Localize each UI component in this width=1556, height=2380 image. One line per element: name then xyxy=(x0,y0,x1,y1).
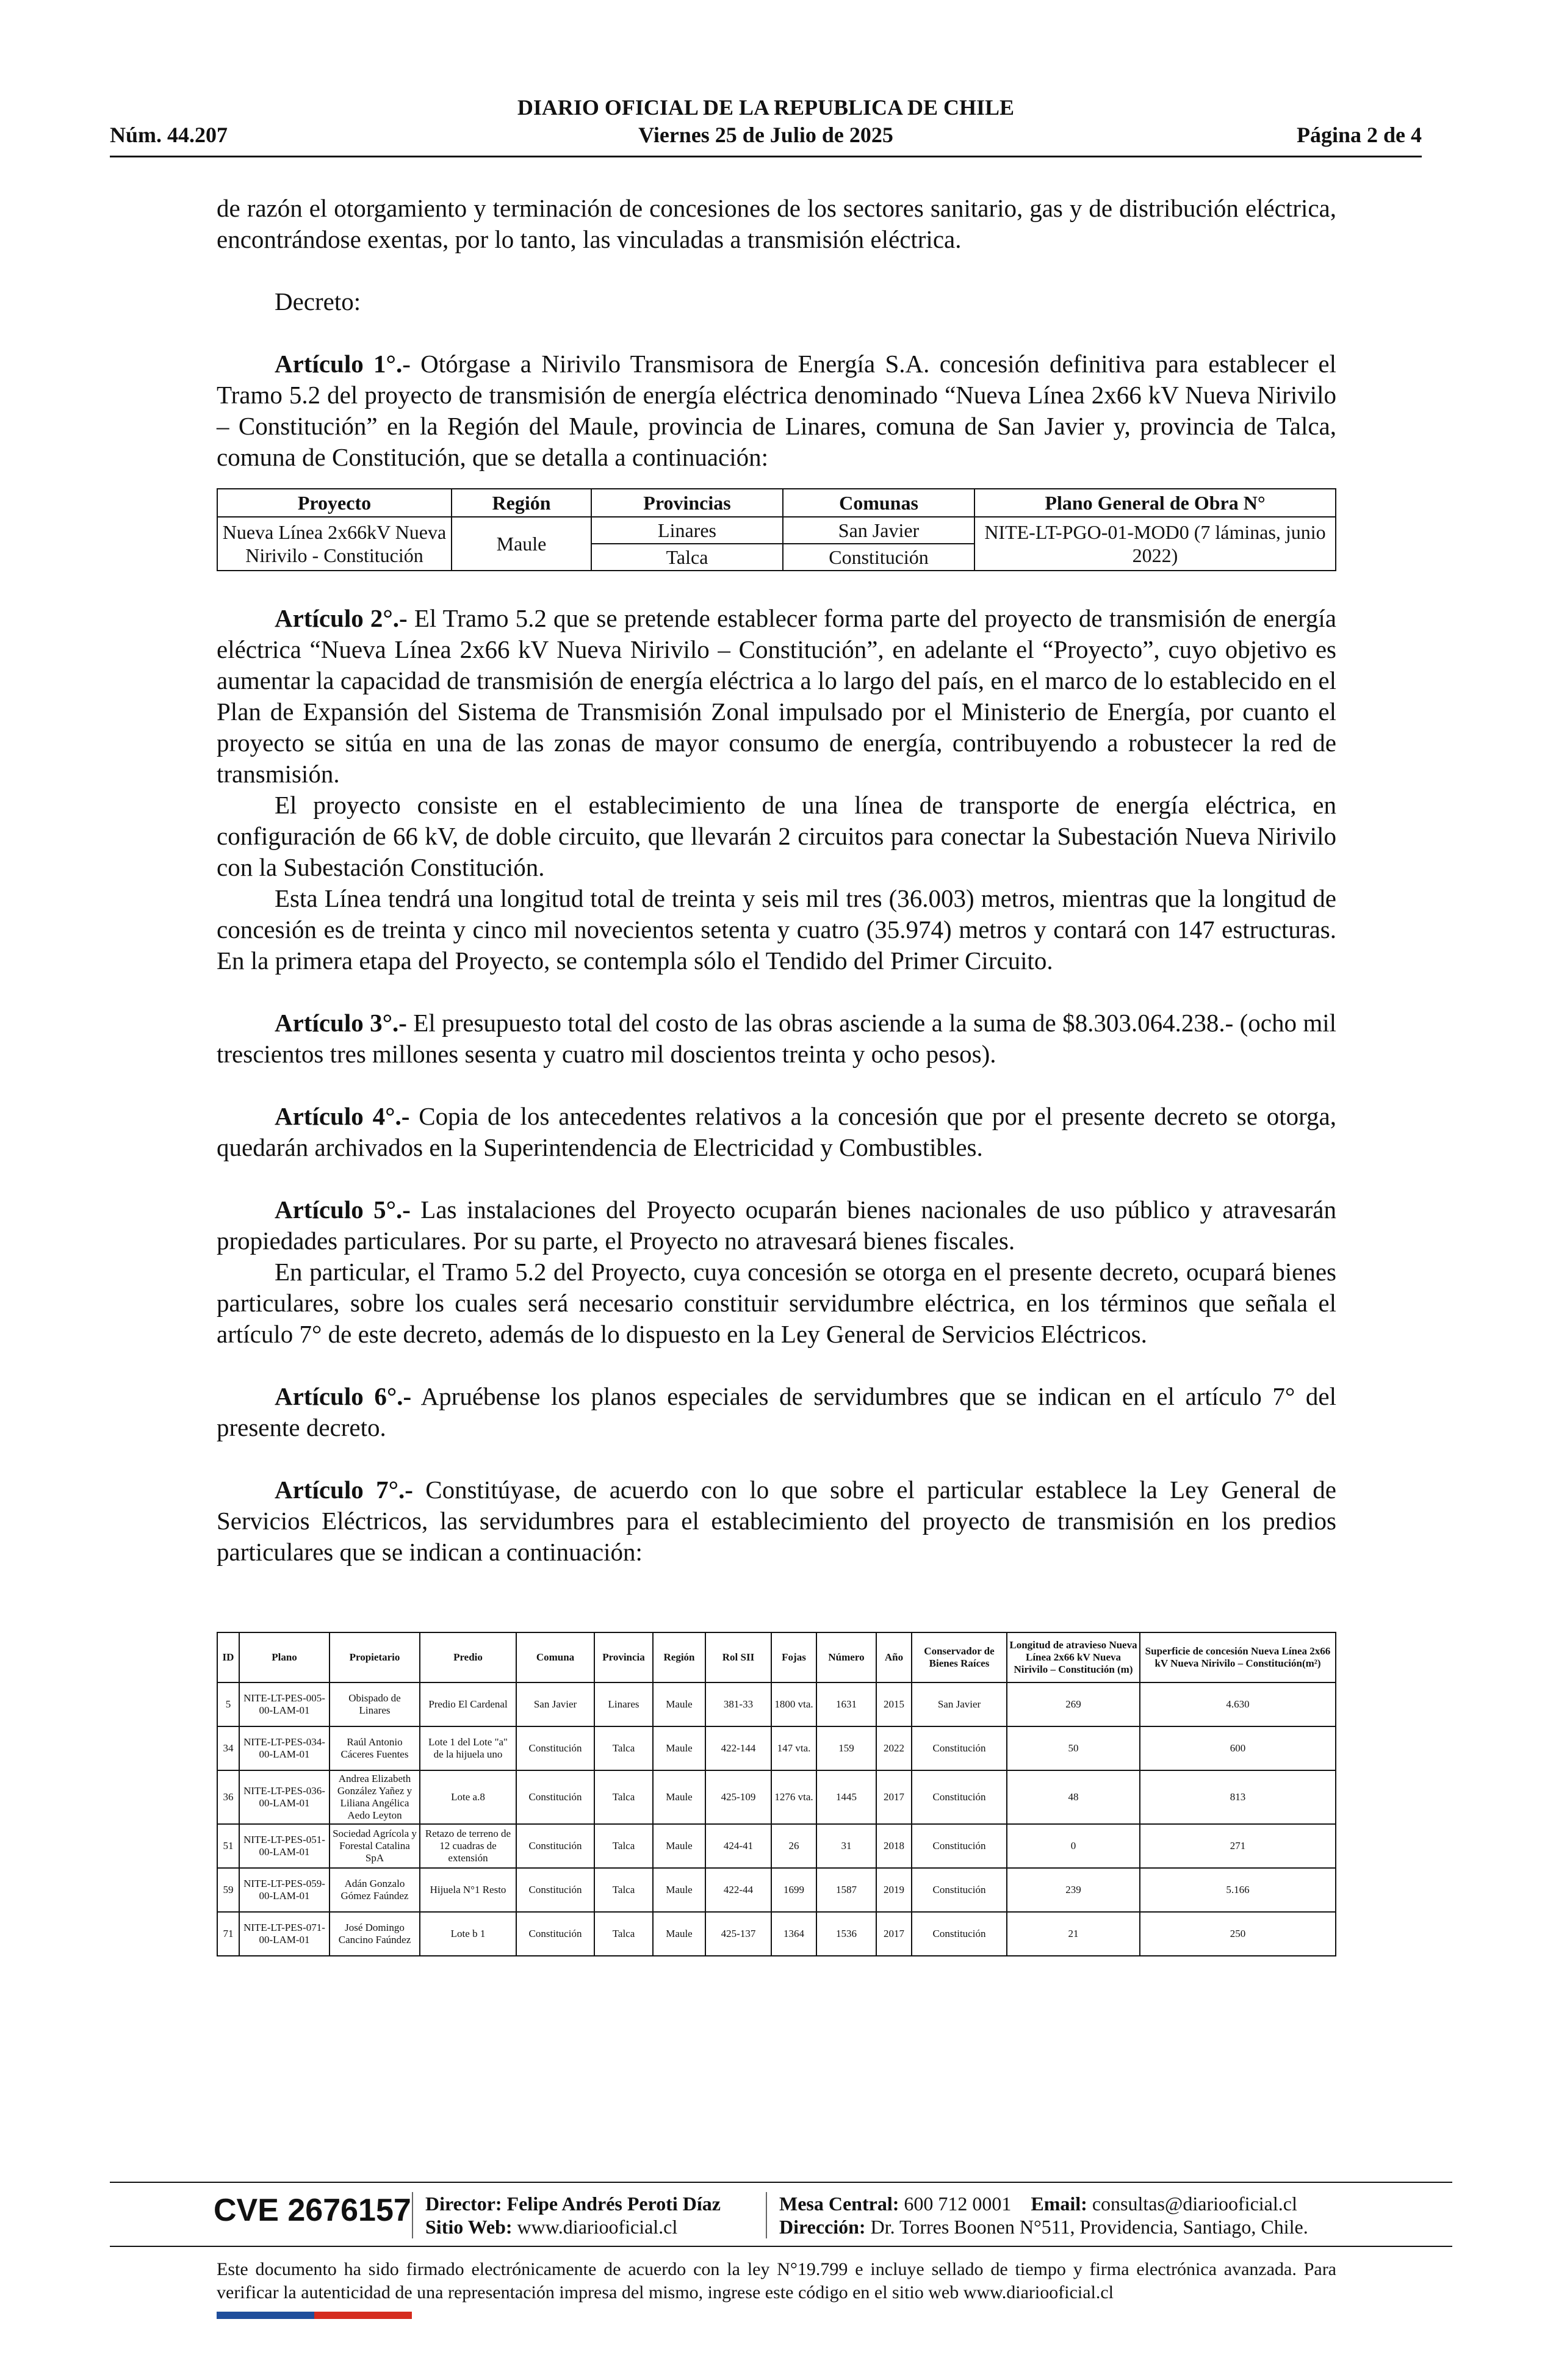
cell-id: 5 xyxy=(217,1682,239,1726)
col-rol-sii: Rol SII xyxy=(705,1632,771,1682)
article-3 xyxy=(217,1008,1336,1070)
cell-numero: 31 xyxy=(816,1824,876,1868)
cell-rol-sii: 422-44 xyxy=(705,1868,771,1912)
cell-rol-sii: 422-144 xyxy=(705,1726,771,1770)
cell-fojas: 1699 xyxy=(771,1868,816,1912)
cve-code: CVE 2676157 xyxy=(214,2193,411,2228)
cell-comuna-2: Constitución xyxy=(783,544,974,571)
cell-superficie: 271 xyxy=(1140,1824,1336,1868)
cell-fojas: 26 xyxy=(771,1824,816,1868)
col-provincia: Provincia xyxy=(594,1632,653,1682)
cell-longitud: 0 xyxy=(1007,1824,1140,1868)
cell-region: Maule xyxy=(653,1770,705,1824)
article-2-text: El Tramo 5.2 que se pretende establecer forma parte del proyecto de transmisión de energía eléctrica “Nueva Línea 2x66 kV Nueva Nirivilo – Constitución”, en adelante el “Proyecto”, cuyo objetivo es aumentar la capacidad de transmisión de energía eléctrica a lo largo del país, en el marco de lo establecido en el Plan de Expansión del Sistema de Transmisión Zonal impulsado por el Ministerio de Energía, por cuanto el proyecto se sitúa en una de las zonas de mayor consumo de energía, contribuyendo a robustecer la red de transmisión. xyxy=(217,604,1336,788)
cell-conservador: San Javier xyxy=(912,1682,1007,1726)
project-table-header xyxy=(217,489,1336,517)
footer-mesa-email: Mesa Central: 600 712 0001 Email: consultas@diariooficial.cl xyxy=(779,2193,1297,2215)
cell-id: 34 xyxy=(217,1726,239,1770)
cell-plano: NITE-LT-PES-059-00-LAM-01 xyxy=(239,1868,330,1912)
footer-divider-bottom xyxy=(110,2246,1452,2247)
cell-superficie: 250 xyxy=(1140,1912,1336,1956)
cell-predio: Hijuela N°1 Resto xyxy=(420,1868,516,1912)
article-4 xyxy=(217,1101,1336,1163)
header-divider xyxy=(110,156,1422,157)
footer-director-block xyxy=(425,2192,721,2238)
col-plano: Plano General de Obra N° xyxy=(974,489,1336,517)
col-region: Región xyxy=(653,1632,705,1682)
servidumbres-header-row xyxy=(217,1632,1336,1682)
article-4-text: Copia de los antecedentes relativos a la concesión que por el presente decreto se otorga, quedarán archivados en la Superintendencia de Electricidad y Combustibles. xyxy=(217,1102,1336,1161)
cell-anio: 2022 xyxy=(876,1726,912,1770)
col-plano: Plano xyxy=(239,1632,330,1682)
article-7-text: Constitúyase, de acuerdo con lo que sobre el particular establece la Ley General de Servicios Eléctricos, las servidumbres para el establecimiento del proyecto de transmisión en los predios particulares que se indican a continuación: xyxy=(217,1476,1336,1566)
address-text: Dr. Torres Boonen N°511, Providencia, Santiago, Chile. xyxy=(870,2216,1308,2238)
article-3-label: Artículo 3°.- xyxy=(275,1009,407,1037)
cell-predio: Lote a.8 xyxy=(420,1770,516,1824)
cell-longitud: 48 xyxy=(1007,1770,1140,1824)
cell-rol-sii: 381-33 xyxy=(705,1682,771,1726)
project-row xyxy=(217,517,1336,544)
cell-fojas: 147 vta. xyxy=(771,1726,816,1770)
col-fojas: Fojas xyxy=(771,1632,816,1682)
journal-title: DIARIO OFICIAL DE LA REPUBLICA DE CHILE xyxy=(517,95,1015,120)
website-link[interactable]: www.diariooficial.cl xyxy=(517,2216,678,2238)
cell-numero: 1631 xyxy=(816,1682,876,1726)
col-propietario: Propietario xyxy=(330,1632,420,1682)
cell-comuna: San Javier xyxy=(516,1682,594,1726)
article-5-paragraph-2: En particular, el Tramo 5.2 del Proyecto, cuya concesión se otorga en el presente decreto, ocupará bienes particulares, sobre los cuales será necesario constituir servidumbre eléctrica, en los términos que señala el artículo 7° de este decreto, además de lo dispuesto en la Ley General de Servicios Eléctricos. xyxy=(217,1258,1336,1348)
cell-predio: Lote b 1 xyxy=(420,1912,516,1956)
cell-region: Maule xyxy=(653,1726,705,1770)
article-2-paragraph-2: El proyecto consiste en el establecimiento de una línea de transporte de energía eléctrica, en configuración de 66 kV, de doble circuito, que llevarán 2 circuitos para conectar la Subestación Nueva Nirivilo con la Subestación Constitución. xyxy=(217,791,1336,881)
cell-plano: NITE-LT-PES-005-00-LAM-01 xyxy=(239,1682,330,1726)
col-anio: Año xyxy=(876,1632,912,1682)
cell-rol-sii: 425-137 xyxy=(705,1912,771,1956)
flag-stripe-blue xyxy=(217,2312,314,2319)
article-5 xyxy=(217,1194,1336,1257)
cell-region: Maule xyxy=(653,1912,705,1956)
cell-region: Maule xyxy=(653,1868,705,1912)
decreto-heading: Decreto: xyxy=(275,287,361,316)
table-row xyxy=(217,1682,1336,1726)
cell-superficie: 600 xyxy=(1140,1726,1336,1770)
cell-provincia: Talca xyxy=(594,1770,653,1824)
cell-comuna: Constitución xyxy=(516,1868,594,1912)
article-2-paragraph-3: Esta Línea tendrá una longitud total de treinta y seis mil tres (36.003) metros, mientras que la longitud de concesión es de treinta y cinco mil novecientos setenta y cuatro (35.974) metros y contará con 147 estructuras. En la primera etapa del Proyecto, se contempla sólo el Tendido del Primer Circuito. xyxy=(217,884,1336,975)
cell-region: Maule xyxy=(452,517,591,571)
article-6 xyxy=(217,1381,1336,1443)
cell-propietario: José Domingo Cancino Faúndez xyxy=(330,1912,420,1956)
table-row xyxy=(217,1824,1336,1868)
cell-plano: NITE-LT-PES-036-00-LAM-01 xyxy=(239,1770,330,1824)
servidumbres-table-wrapper xyxy=(217,1632,1336,1956)
cell-provincia: Linares xyxy=(594,1682,653,1726)
table-row xyxy=(217,1868,1336,1912)
cell-provincia: Talca xyxy=(594,1726,653,1770)
intro-paragraph: de razón el otorgamiento y terminación de concesiones de los sectores sanitario, gas y de distribución eléctrica, encontrándose exentas, por lo tanto, las vinculadas a transmisión eléctrica. xyxy=(217,194,1336,253)
cell-plano: NITE-LT-PES-034-00-LAM-01 xyxy=(239,1726,330,1770)
cell-proyecto: Nueva Línea 2x66kV Nueva Nirivilo - Constitución xyxy=(217,517,452,571)
cell-conservador: Constitución xyxy=(912,1912,1007,1956)
table-row xyxy=(217,1726,1336,1770)
article-5-text: Las instalaciones del Proyecto ocuparán bienes nacionales de uso público y atravesarán propiedades particulares. Por su parte, el Proyecto no atravesará bienes fiscales. xyxy=(217,1195,1336,1255)
cell-comuna: Constitución xyxy=(516,1824,594,1868)
cell-longitud: 269 xyxy=(1007,1682,1140,1726)
cell-longitud: 50 xyxy=(1007,1726,1140,1770)
col-conservador: Conservador de Bienes Raíces xyxy=(912,1632,1007,1682)
cell-id: 51 xyxy=(217,1824,239,1868)
phone-number: 600 712 0001 xyxy=(904,2193,1012,2215)
director-name: Felipe Andrés Peroti Díaz xyxy=(506,2193,721,2215)
cell-plano: NITE-LT-PES-051-00-LAM-01 xyxy=(239,1824,330,1868)
cell-provincia-1: Linares xyxy=(591,517,783,544)
cell-fojas: 1364 xyxy=(771,1912,816,1956)
col-id: ID xyxy=(217,1632,239,1682)
col-region: Región xyxy=(452,489,591,517)
article-7-label: Artículo 7°.- xyxy=(275,1476,413,1504)
col-predio: Predio xyxy=(420,1632,516,1682)
table-row xyxy=(217,1912,1336,1956)
signature-note: Este documento ha sido firmado electrónicamente de acuerdo con la ley N°19.799 e incluye sellado de tiempo y firma electrónica avanzada. Para verificar la autenticidad de una representación impresa del mismo, ingrese este código en el sitio web www.diariooficial.cl xyxy=(217,2259,1336,2302)
cell-numero: 1445 xyxy=(816,1770,876,1824)
cell-provincia-2: Talca xyxy=(591,544,783,571)
document-body xyxy=(217,193,1336,1956)
table-row xyxy=(217,1770,1336,1824)
page-number: Página 2 de 4 xyxy=(1296,123,1422,147)
cell-rol-sii: 425-109 xyxy=(705,1770,771,1824)
article-2-label: Artículo 2°.- xyxy=(275,604,408,632)
col-proyecto: Proyecto xyxy=(217,489,452,517)
article-3-text: El presupuesto total del costo de las obras asciende a la suma de $8.303.064.238.- (ocho mil trescientos tres millones sesenta y cuatro mil doscientos treinta y ocho pesos). xyxy=(217,1009,1337,1068)
footer-divider-top xyxy=(110,2182,1452,2183)
cell-numero: 1536 xyxy=(816,1912,876,1956)
cell-anio: 2019 xyxy=(876,1868,912,1912)
footer-address: Dirección: Dr. Torres Boonen N°511, Providencia, Santiago, Chile. xyxy=(779,2216,1308,2238)
servidumbres-table-body xyxy=(217,1682,1336,1956)
cell-predio: Predio El Cardenal xyxy=(420,1682,516,1726)
cell-provincia: Talca xyxy=(594,1868,653,1912)
cell-propietario: Obispado de Linares xyxy=(330,1682,420,1726)
cell-propietario: Adán Gonzalo Gómez Faúndez xyxy=(330,1868,420,1912)
cell-comuna: Constitución xyxy=(516,1726,594,1770)
cell-provincia: Talca xyxy=(594,1912,653,1956)
col-numero: Número xyxy=(816,1632,876,1682)
cell-conservador: Constitución xyxy=(912,1770,1007,1824)
cell-anio: 2017 xyxy=(876,1770,912,1824)
article-1-label: Artículo 1°. xyxy=(275,350,403,378)
cell-id: 36 xyxy=(217,1770,239,1824)
cell-plano: NITE-LT-PES-071-00-LAM-01 xyxy=(239,1912,330,1956)
cell-superficie: 5.166 xyxy=(1140,1868,1336,1912)
cell-comuna: Constitución xyxy=(516,1770,594,1824)
cell-plano: NITE-LT-PGO-01-MOD0 (7 láminas, junio 2022) xyxy=(974,517,1336,571)
cell-conservador: Constitución xyxy=(912,1868,1007,1912)
article-6-label: Artículo 6°.- xyxy=(275,1382,412,1410)
article-1 xyxy=(217,348,1336,473)
cell-id: 71 xyxy=(217,1912,239,1956)
cell-conservador: Constitución xyxy=(912,1824,1007,1868)
cell-anio: 2018 xyxy=(876,1824,912,1868)
cell-anio: 2015 xyxy=(876,1682,912,1726)
footer-web: Sitio Web: www.diariooficial.cl xyxy=(425,2216,678,2238)
cell-longitud: 239 xyxy=(1007,1868,1140,1912)
issue-date: Viernes 25 de Julio de 2025 xyxy=(638,123,893,147)
cell-rol-sii: 424-41 xyxy=(705,1824,771,1868)
col-longitud: Longitud de atravieso Nueva Línea 2x66 kV Nueva Nirivilo – Constitución (m) xyxy=(1007,1632,1140,1682)
cell-propietario: Sociedad Agrícola y Forestal Catalina SpA xyxy=(330,1824,420,1868)
cell-comuna-1: San Javier xyxy=(783,517,974,544)
col-comuna: Comuna xyxy=(516,1632,594,1682)
cell-predio: Lote 1 del Lote "a" de la hijuela uno xyxy=(420,1726,516,1770)
col-provincias: Provincias xyxy=(591,489,783,517)
col-comunas: Comunas xyxy=(783,489,974,517)
cell-anio: 2017 xyxy=(876,1912,912,1956)
footer-director: Director: Felipe Andrés Peroti Díaz xyxy=(425,2193,721,2215)
footer-separator-1 xyxy=(412,2192,413,2238)
cell-propietario: Andrea Elizabeth González Yañez y Liliana Angélica Aedo Leyton xyxy=(330,1770,420,1824)
cell-conservador: Constitución xyxy=(912,1726,1007,1770)
cell-comuna: Constitución xyxy=(516,1912,594,1956)
cell-numero: 1587 xyxy=(816,1868,876,1912)
article-2 xyxy=(217,603,1336,790)
cell-propietario: Raúl Antonio Cáceres Fuentes xyxy=(330,1726,420,1770)
article-4-label: Artículo 4°.- xyxy=(275,1102,410,1130)
cell-provincia: Talca xyxy=(594,1824,653,1868)
cell-numero: 159 xyxy=(816,1726,876,1770)
article-6-text: Apruébense los planos especiales de servidumbres que se indican en el artículo 7° del presente decreto. xyxy=(217,1382,1336,1441)
footer-separator-2 xyxy=(766,2192,767,2238)
article-7 xyxy=(217,1474,1336,1568)
cell-id: 59 xyxy=(217,1868,239,1912)
article-5-label: Artículo 5°.- xyxy=(275,1195,411,1224)
servidumbres-table xyxy=(217,1632,1336,1956)
cell-fojas: 1800 vta. xyxy=(771,1682,816,1726)
cell-region: Maule xyxy=(653,1682,705,1726)
cell-predio: Retazo de terreno de 12 cuadras de extensión xyxy=(420,1824,516,1868)
flag-stripe-red xyxy=(314,2312,412,2319)
cell-superficie: 4.630 xyxy=(1140,1682,1336,1726)
project-table xyxy=(217,488,1336,571)
col-superficie: Superficie de concesión Nueva Línea 2x66 kV Nueva Nirivilo – Constitución(m²) xyxy=(1140,1632,1336,1682)
issue-number: Núm. 44.207 xyxy=(110,123,228,147)
cell-region: Maule xyxy=(653,1824,705,1868)
article-1-text: - Otórgase a Nirivilo Transmisora de Energía S.A. concesión definitiva para establecer el Tramo 5.2 del proyecto de transmisión de energía eléctrica denominado “Nueva Línea 2x66 kV Nueva Nirivilo – Constitución” en la Región del Maule, provincia de Linares, comuna de San Javier y, provincia de Talca, comuna de Constitución, que se detalla a continuación: xyxy=(217,350,1337,471)
email-link[interactable]: consultas@diariooficial.cl xyxy=(1092,2193,1297,2215)
cell-fojas: 1276 vta. xyxy=(771,1770,816,1824)
page-header xyxy=(110,95,1422,153)
cell-superficie: 813 xyxy=(1140,1770,1336,1824)
cell-longitud: 21 xyxy=(1007,1912,1140,1956)
footer-contact-block xyxy=(779,2192,1308,2238)
